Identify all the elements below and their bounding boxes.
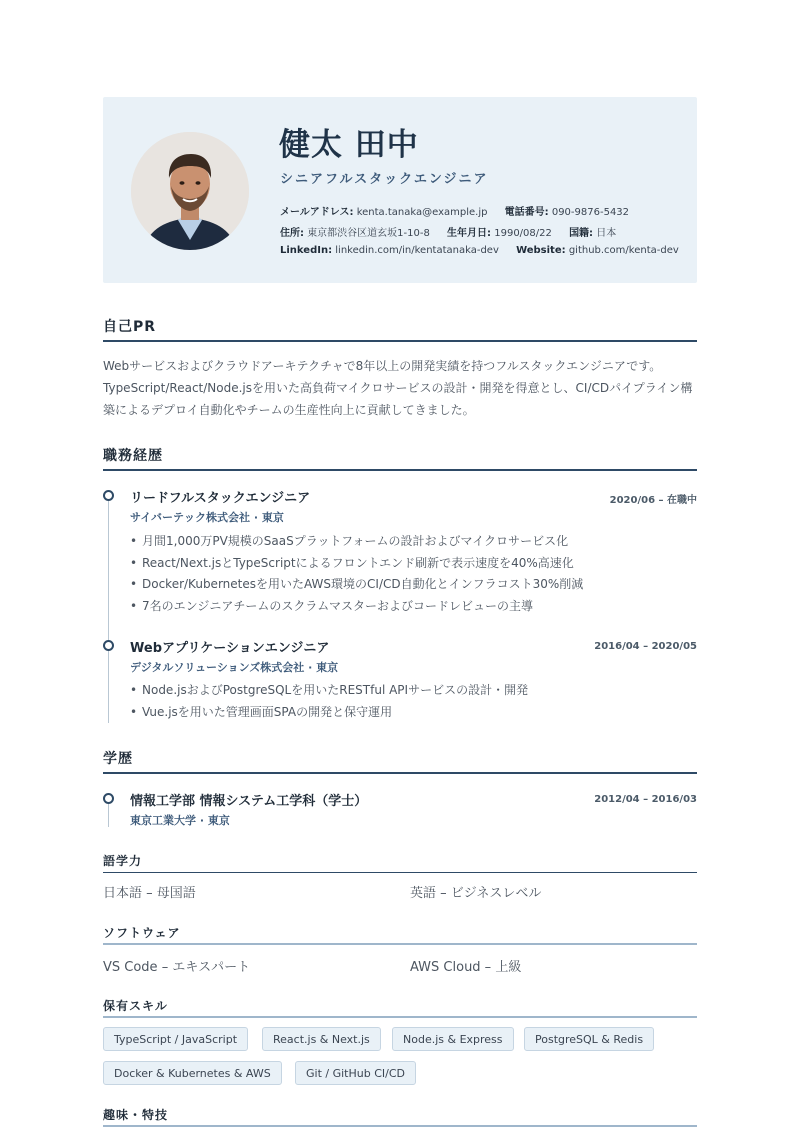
candidate-role: シニアフルスタックエンジニア <box>280 172 489 187</box>
profile-photo <box>131 132 249 250</box>
software-item: AWS Cloud – 上級 <box>410 960 522 975</box>
job-company: デジタルソリューションズ株式会社 · 東京 <box>130 661 339 674</box>
section-title-hobbies: 趣味・特技 <box>103 1108 169 1122</box>
section-rule <box>103 1016 697 1018</box>
job-title: Webアプリケーションエンジニア <box>130 641 330 656</box>
website-link[interactable]: github.com/kenta-dev <box>568 245 679 256</box>
job-bullet: • 月間1,000万PV規模のSaaSプラットフォームの設計およびマイクロサービス化 <box>130 531 583 553</box>
job-bullet: • Docker/Kubernetesを用いたAWS環境のCI/CD自動化とインフラコスト30%削減 <box>130 574 583 596</box>
skill-tag: Node.js & Express <box>392 1027 514 1051</box>
section-title-experience: 職務経歴 <box>103 448 163 464</box>
contact-line-1 <box>280 203 629 218</box>
section-title-education: 学歴 <box>103 751 133 767</box>
job-bullet: • Vue.jsを用いた管理画面SPAの開発と保守運用 <box>130 702 528 724</box>
job-bullet: • React/Next.jsとTypeScriptによるフロントエンド刷新で表示速度を40%高速化 <box>130 553 583 575</box>
software-item: VS Code – エキスパート <box>103 960 251 975</box>
phone-value: 090-9876-5432 <box>551 207 630 218</box>
job-title: リードフルスタックエンジニア <box>130 491 311 506</box>
phone-label: 電話番号: <box>504 207 549 218</box>
language-item: 英語 – ビジネスレベル <box>410 886 542 901</box>
language-item: 日本語 – 母国語 <box>103 886 196 901</box>
birth-value: 1990/08/22 <box>494 228 552 239</box>
skill-tag: TypeScript / JavaScript <box>103 1027 248 1051</box>
section-title-software: ソフトウェア <box>103 926 181 940</box>
address-value: 東京都渋谷区道玄坂1-10-8 <box>307 228 430 239</box>
education-title: 情報工学部 情報システム工学科（学士） <box>130 794 368 809</box>
email-label: メールアドレス: <box>280 207 354 218</box>
section-title-skills: 保有スキル <box>103 999 168 1013</box>
section-title-languages: 語学力 <box>103 854 143 868</box>
linkedin-label: LinkedIn: <box>280 245 333 256</box>
timeline-dot <box>103 793 114 804</box>
section-title-pr: 自己PR <box>103 319 157 335</box>
job-bullet: • Node.jsおよびPostgreSQLを用いたRESTful APIサービスの設計・開発 <box>130 680 528 702</box>
education-date: 2012/04 – 2016/03 <box>594 794 697 805</box>
timeline-dot <box>103 640 114 651</box>
section-rule <box>103 943 697 945</box>
contact-line-3 <box>280 245 679 256</box>
resume-header <box>103 97 697 283</box>
timeline-dot <box>103 490 114 501</box>
section-rule <box>103 772 697 774</box>
website-label: Website: <box>516 245 566 256</box>
job-bullets <box>130 680 528 723</box>
job-bullets <box>130 531 583 617</box>
section-rule <box>103 340 697 342</box>
linkedin-link[interactable]: linkedin.com/in/kentatanaka-dev <box>335 245 499 256</box>
skill-tag: Git / GitHub CI/CD <box>295 1061 416 1085</box>
nationality-label: 国籍: <box>569 228 594 239</box>
section-rule <box>103 872 697 873</box>
education-school: 東京工業大学 · 東京 <box>130 814 230 827</box>
skill-tag: PostgreSQL & Redis <box>524 1027 654 1051</box>
nationality-value: 日本 <box>596 228 617 239</box>
pr-text: Webサービスおよびクラウドアーキテクチャで8年以上の開発実績を持つフルスタックエンジニアです。TypeScript/React/Node.jsを用いた高負荷マイクロサービスの設計・開発を得意とし、CI/CDパイプライン構築によるデプロイ自動化やチームの生産性向上に貢献してきました。 <box>103 359 693 417</box>
contact-line-2 <box>280 224 616 239</box>
section-rule <box>103 1125 697 1127</box>
job-bullet: • 7名のエンジニアチームのスクラムマスターおよびコードレビューの主導 <box>130 596 583 618</box>
skill-tag: Docker & Kubernetes & AWS <box>103 1061 282 1085</box>
section-rule <box>103 469 697 471</box>
candidate-name: 健太 田中 <box>279 127 419 163</box>
job-company: サイバーテック株式会社 · 東京 <box>130 511 284 524</box>
skill-tag: React.js & Next.js <box>262 1027 381 1051</box>
timeline-line <box>108 495 109 723</box>
job-date: 2020/06 – 在職中 <box>609 495 697 506</box>
email-value[interactable]: kenta.tanaka@example.jp <box>356 207 488 218</box>
job-date: 2016/04 – 2020/05 <box>594 641 697 652</box>
address-label: 住所: <box>280 228 304 239</box>
birth-label: 生年月日: <box>447 228 492 239</box>
